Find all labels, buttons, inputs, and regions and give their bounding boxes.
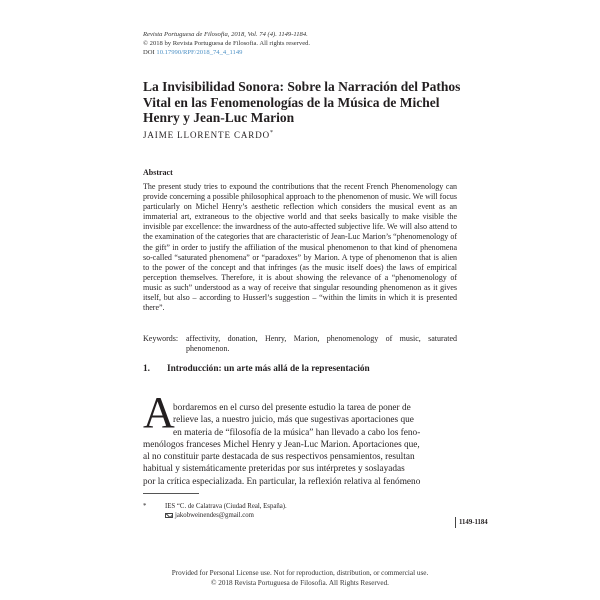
section-heading <box>143 364 370 374</box>
license-footer <box>0 569 600 588</box>
footnote-mark: * <box>143 503 147 510</box>
body-line: por la crítica especializada. En particular, la reflexión relativa al fenómeno <box>143 476 421 487</box>
keywords-label: Keywords: <box>143 334 179 343</box>
journal-citation: Revista Portuguesa de Filosofia, 2018, Vol. 74 (4). 1149-1184. <box>143 31 308 38</box>
body-line: al no constituir parte destacada de sus respectivos pensamientos, resultan <box>143 452 415 463</box>
footnote-affiliation: IES “C. de Calatrava (Ciudad Real, España). <box>165 503 287 510</box>
body-paragraph <box>143 402 457 488</box>
doi-label: DOI <box>143 49 155 56</box>
author-name <box>143 130 273 140</box>
abstract-text: The present study tries to expound the contributions that the recent French Phenomenology can provide concerning a possible philosophical approach to the phenomenon of music. We will focus particularly on Michel Henry’s aesthetic reflection which considers the musical event as an immaterial art, extraneous to the objective world and that seeks basically to make visible the invisible par excellence: the inwardness of the auto-affected subjective life. We will also attend to the examination of the categories that are characteristic of Jean-Luc Marion’s “phenomenology of the gift” in order to justify the affiliation of the musical phenomenon to that kind of phenomena so-called “saturated phenomena” or “paradoxes” by Marion. A type of phenomenon that is alien to the power of the concept and that infringes (as the music itself does) the laws of empirical perception themselves. Therefore, it is about showing the relevance of a “phenomenology of music as such” understood as a way of receive that singular resounding phenomenon as it gives itself, but also – according to Husserl’s suggestion – “within the limits in which it is presented there”. <box>143 182 457 313</box>
copyright-notice: © 2018 by Revista Portuguesa de Filosofia. All rights reserved. <box>143 40 311 47</box>
article-title: La Invisibilidad Sonora: Sobre la Narración del Pathos Vital en las Fenomenologías de la Música de Michel Henry y Jean-Luc Marion <box>143 79 461 125</box>
envelope-icon <box>165 513 173 519</box>
body-line: bordaremos en el curso del presente estudio la tarea de poner de <box>173 403 411 413</box>
footnote-divider <box>143 493 199 494</box>
body-line: habitual y sistemáticamente preteridas por sus intérpretes y soslayadas <box>143 464 405 475</box>
section-number: 1. <box>143 364 150 374</box>
body-line: relieve las, a nuestro juicio, más que sugestivas aportaciones que <box>173 415 414 426</box>
section-title: Introducción: un arte más allá de la representación <box>167 364 370 374</box>
author-footnote-mark[interactable]: * <box>270 130 273 136</box>
abstract-heading: Abstract <box>143 168 173 177</box>
keywords <box>143 334 457 354</box>
body-line: menólogos franceses Michel Henry y Jean-Luc Marion. Aportaciones que, <box>143 439 420 450</box>
journal-metadata <box>143 30 310 57</box>
keywords-list: affectivity, donation, Henry, Marion, phenomenology of music, saturated phenomenon. <box>186 334 457 354</box>
license-notice: Provided for Personal License use. Not for reproduction, distribution, or commercial use. <box>171 569 429 577</box>
footer-copyright: © 2018 Revista Portuguesa de Filosofia. All Rights Reserved. <box>211 578 389 587</box>
author-name-text: JAIME LLORENTE CARDO <box>143 130 270 140</box>
footnote-email-line <box>165 511 287 520</box>
doi-link[interactable]: 10.17990/RPF/2018_74_4_1149 <box>156 49 243 56</box>
footnote-email[interactable]: jakobweinendes@gmail.com <box>175 512 254 519</box>
footnote <box>143 502 287 520</box>
doi-line <box>143 48 310 57</box>
drop-cap: A <box>143 388 175 437</box>
body-line: en materia de “filosofía de la música” han llevado a cabo los feno- <box>173 427 421 438</box>
page-range: 1149-1184 <box>455 517 491 528</box>
